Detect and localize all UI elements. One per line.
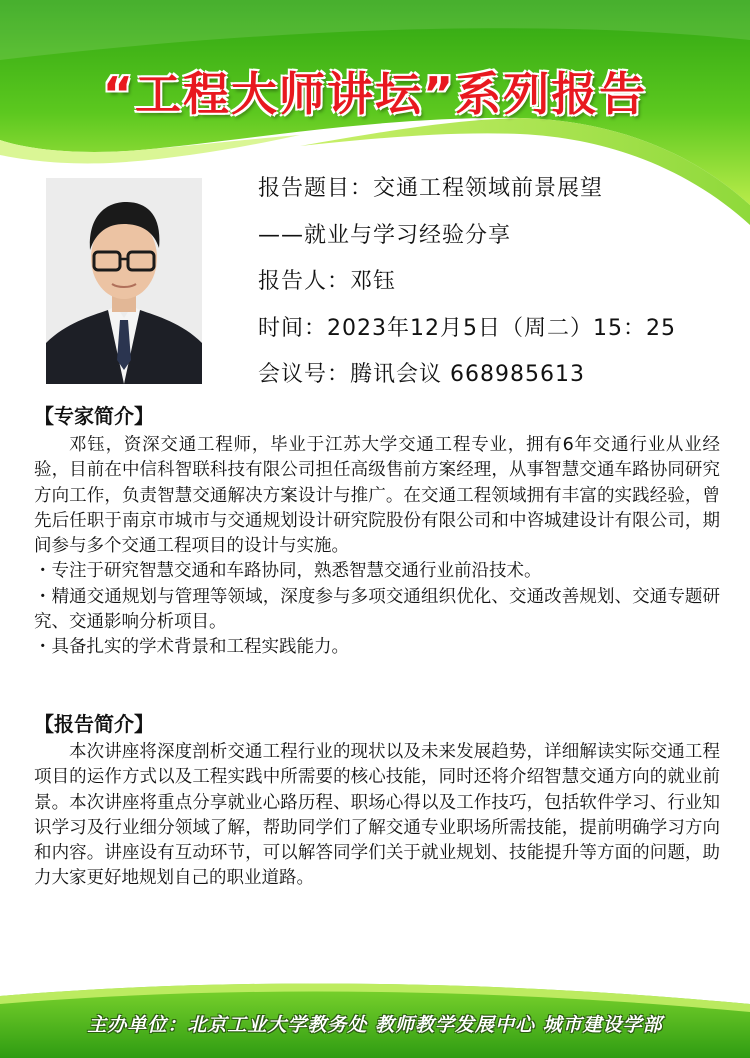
expert-heading: 【专家简介】	[34, 404, 154, 428]
expert-intro: 邓钰，资深交通工程师，毕业于江苏大学交通工程专业，拥有6年交通行业从业经验，目前在中信科智联科技有限公司担任高级售前方案经理，从事智慧交通车路协同研究方向工作，负责智慧交通解决方案设计与推广。在交通工程领域拥有丰富的实践经验，曾先后任职于南京市城市与交通规划设计研究院股份有限公司和中咨城建设计有限公司，期间参与多个交通工程项目的设计与实施。	[34, 435, 720, 557]
page-title: “工程大师讲坛”系列报告	[102, 67, 648, 121]
talk-time: 时间：2023年12月5日（周二）15：25	[258, 315, 676, 341]
expert-bullet: ・精通交通规划与管理等领域，深度参与多项交通组织优化、交通改善规划、交通专题研究、交通影响分析项目。	[34, 586, 720, 633]
expert-bullet: ・具备扎实的学术背景和工程实践能力。	[34, 637, 349, 658]
report-summary	[34, 740, 720, 892]
meeting-number: 会议号：腾讯会议 668985613	[258, 362, 585, 387]
expert-bio	[34, 433, 720, 661]
report-heading: 【报告简介】	[34, 712, 154, 736]
talk-info	[258, 172, 738, 405]
expert-bullet: ・专注于研究智慧交通和车路协同，熟悉智慧交通行业前沿技术。	[34, 561, 542, 582]
talk-topic: 报告题目：交通工程领域前景展望	[258, 176, 604, 201]
speaker-photo	[46, 178, 202, 384]
speaker-portrait-icon	[46, 178, 202, 384]
talk-subtitle: ——就业与学习经验分享	[258, 222, 512, 248]
organizer-footer: 主办单位：北京工业大学教务处 教师教学发展中心 城市建设学部	[87, 1014, 663, 1036]
report-body: 本次讲座将深度剖析交通工程行业的现状以及未来发展趋势，详细解读实际交通工程项目的运作方式以及工程实践中所需要的核心技能，同时还将介绍智慧交通方向的就业前景。本次讲座将重点分享就业心路历程、职场心得以及工作技巧，包括软件学习、行业知识学习及行业细分领域了解，帮助同学们了解交通专业职场所需技能，提前明确学习方向和内容。讲座设有互动环节，可以解答同学们关于就业规划、技能提升等方面的问题，助力大家更好地规划自己的职业道路。	[34, 742, 720, 889]
talk-speaker: 报告人：邓钰	[258, 269, 397, 294]
